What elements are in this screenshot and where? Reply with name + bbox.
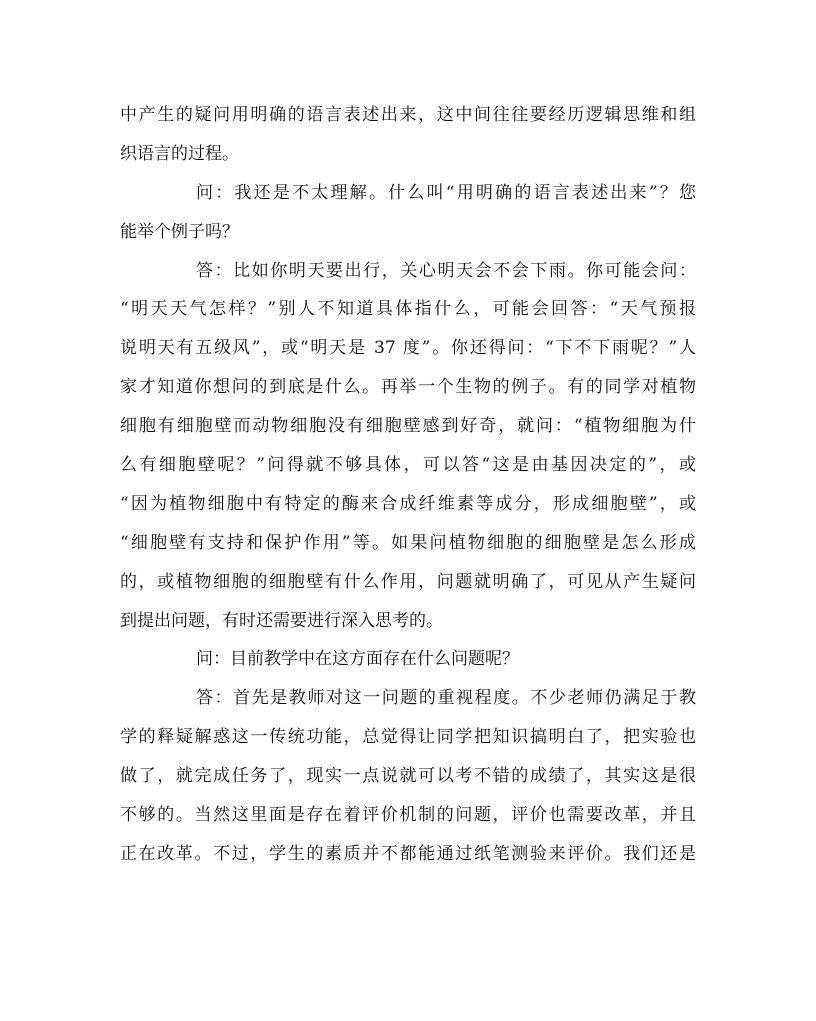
text-line: 家才知道你想问的到底是什么。再举一个生物的例子。有的同学对植物	[120, 377, 696, 398]
text-line: 细胞有细胞壁而动物细胞没有细胞壁感到好奇，就问：“植物细胞为什	[120, 416, 696, 437]
text-line: 正在改革。不过，学生的素质并不都能通过纸笔测验来评价。我们还是	[120, 843, 696, 864]
text-line: 做了，就完成任务了，现实一点说就可以考不错的成绩了，其实这是很	[120, 766, 696, 787]
text-line: “明天天气怎样？”别人不知道具体指什么，可能会回答：“天气预报	[120, 299, 696, 320]
text-line: “因为植物细胞中有特定的酶来合成纤维素等成分，形成细胞壁”，或	[120, 493, 696, 514]
text-line: 么有细胞壁呢？”问得就不够具体，可以答“这是由基因决定的”，或	[120, 455, 696, 476]
text-line: 到提出问题，有时还需要进行深入思考的。	[120, 610, 443, 631]
text-line: “细胞壁有支持和保护作用”等。如果问植物细胞的细胞壁是怎么形成	[120, 532, 696, 553]
text-line: 不够的。当然这里面是存在着评价机制的问题，评价也需要改革，并且	[120, 805, 696, 826]
text-line: 答：比如你明天要出行，关心明天会不会下雨。你可能会问：	[196, 260, 696, 281]
text-line: 织语言的过程。	[120, 143, 239, 164]
text-line: 学的释疑解惑这一传统功能，总觉得让同学把知识搞明白了，把实验也	[120, 727, 696, 748]
text-line: 说明天有五级风”，或“明天是 37 度”。你还得问：“下不下雨呢？”人	[120, 338, 696, 359]
text-line: 答：首先是教师对这一问题的重视程度。不少老师仍满足于教	[196, 688, 696, 709]
text-line: 问：我还是不太理解。什么叫“用明确的语言表述出来”？您	[196, 182, 696, 203]
text-line: 能举个例子吗？	[120, 221, 239, 242]
body-text	[120, 96, 696, 874]
text-line: 的，或植物细胞的细胞壁有什么作用，问题就明确了，可见从产生疑问	[120, 571, 696, 592]
text-line: 中产生的疑问用明确的语言表述出来，这中间往往要经历逻辑思维和组	[120, 105, 696, 125]
text-line: 问：目前教学中在这方面存在什么问题呢？	[196, 649, 519, 670]
